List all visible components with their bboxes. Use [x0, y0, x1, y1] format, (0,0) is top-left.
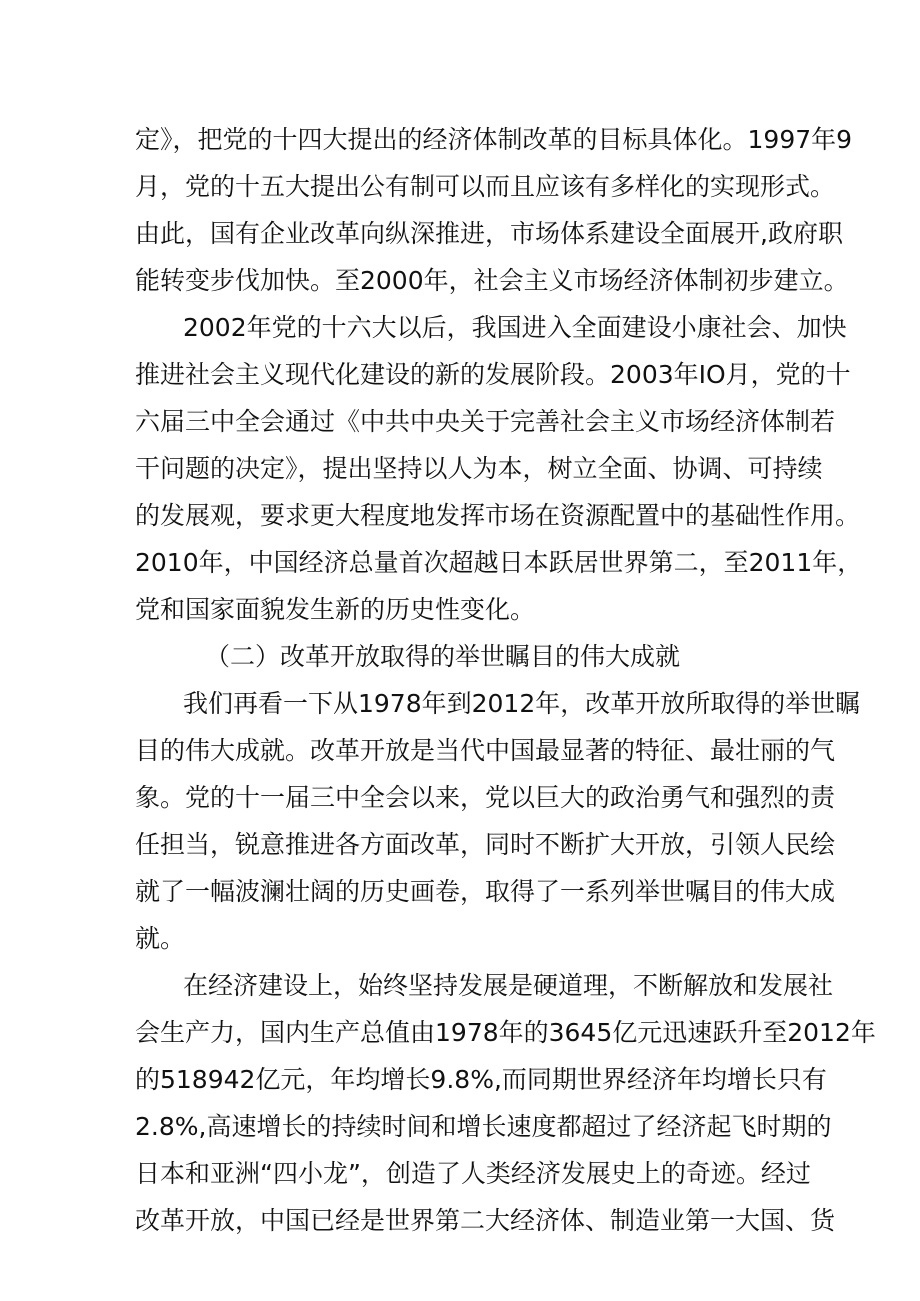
text-line: 会生产力，国内生产总值由1978年的3645亿元迅速跃升至2012年 — [135, 1018, 876, 1047]
paragraph-first-line: 在经济建设上，始终坚持发展是硬道理，不断解放和发展社 — [183, 971, 834, 1000]
text-line: 能转变步伐加快。至2000年，社会主义市场经济体制初步建立。 — [135, 266, 849, 295]
text-line: 任担当，锐意推进各方面改革，同时不断扩大开放，引领人民绘 — [135, 830, 836, 859]
section-heading: （二）改革开放取得的举世瞩目的伟大成就 — [205, 642, 681, 671]
text-line: 就。 — [135, 924, 186, 953]
text-line: 目的伟大成就。改革开放是当代中国最显著的特征、最壮丽的气 — [135, 736, 836, 765]
text-line: 的518942亿元，年均增长9.8%,而同期世界经济年均增长只有 — [135, 1065, 827, 1094]
text-line: 月，党的十五大提出公有制可以而且应该有多样化的实现形式。 — [135, 172, 836, 201]
text-line: 2.8%,高速增长的持续时间和增长速度都超过了经济起飞时期的 — [135, 1112, 832, 1141]
text-line: 定》，把党的十四大提出的经济体制改革的目标具体化。1997年9 — [135, 125, 853, 154]
text-line: 推进社会主义现代化建设的新的发展阶段。2003年IO月，党的十 — [135, 360, 851, 389]
text-line: 就了一幅波澜壮阔的历史画卷，取得了一系列举世嘱目的伟大成 — [135, 877, 836, 906]
paragraph-first-line: 2002年党的十六大以后，我国进入全面建设小康社会、加快 — [183, 313, 847, 342]
paragraph-first-line: 我们再看一下从1978年到2012年，改革开放所取得的举世瞩 — [183, 689, 861, 718]
text-line: 改革开放，中国已经是世界第二大经济体、制造业第一大国、货 — [135, 1206, 836, 1235]
text-line: 六届三中全会通过《中共中央关于完善社会主义市场经济体制若 — [135, 407, 836, 436]
document-body — [135, 116, 876, 1244]
text-line: 2010年，中国经济总量首次超越日本跃居世界第二，至2011年， — [135, 548, 863, 577]
text-line: 干问题的决定》，提出坚持以人为本，树立全面、协调、可持续 — [135, 454, 823, 483]
text-line: 由此，国有企业改革向纵深推进，市场体系建设全面展开,政府职 — [135, 219, 843, 248]
text-line: 象。党的十一届三中全会以来，党以巨大的政治勇气和强烈的责 — [135, 783, 836, 812]
text-line: 的发展观，要求更大程度地发挥市场在资源配置中的基础性作用。 — [135, 501, 861, 530]
text-line: 日本和亚洲“四小龙”，创造了人类经济发展史上的奇迹。经过 — [135, 1159, 811, 1188]
text-line: 党和国家面貌发生新的历史性变化。 — [135, 595, 536, 624]
